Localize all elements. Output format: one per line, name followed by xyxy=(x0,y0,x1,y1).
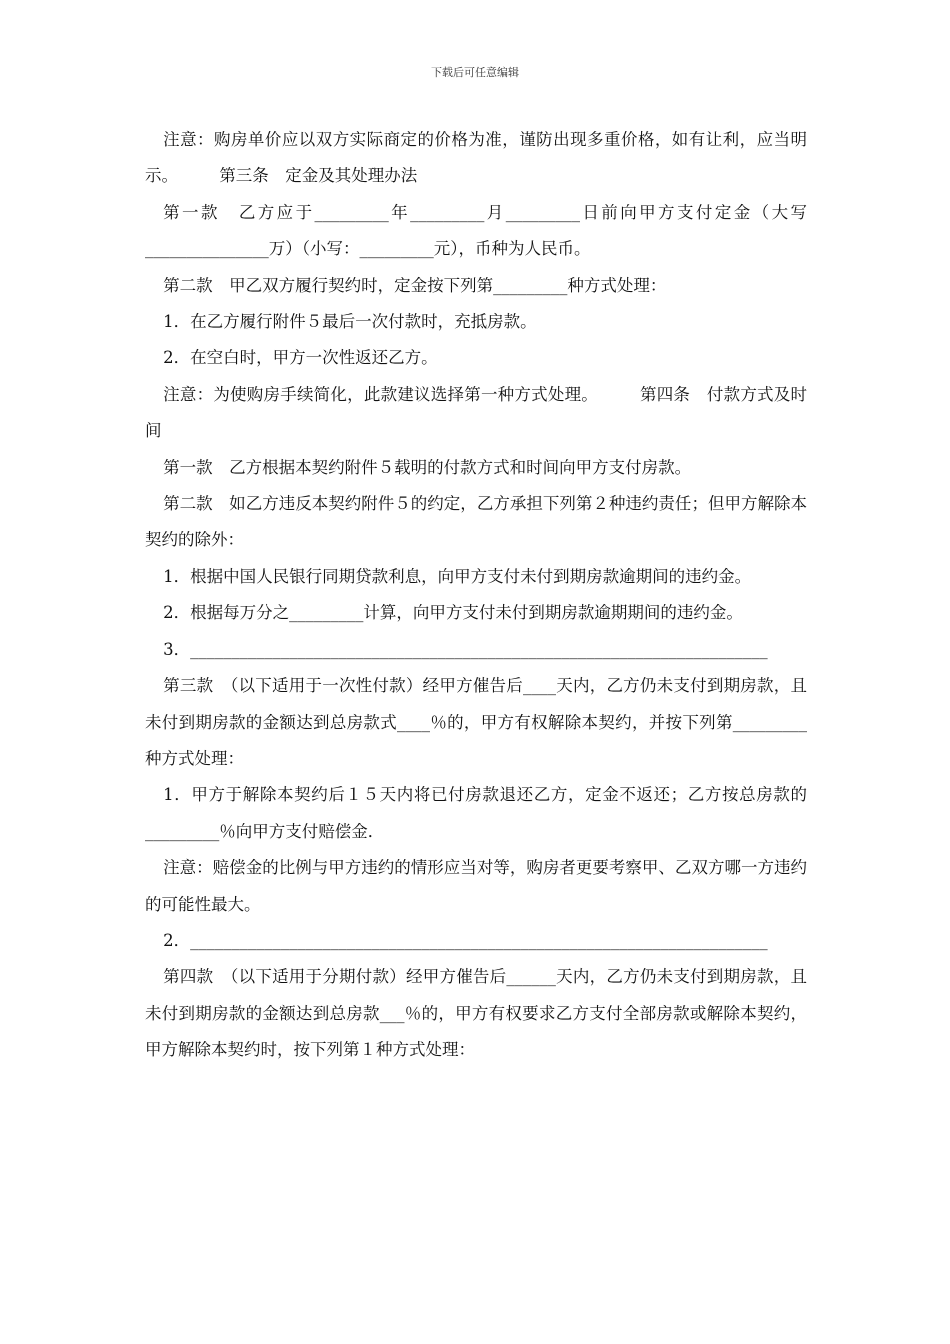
paragraph-note-compensation: 注意：赔偿金的比例与甲方违约的情形应当对等，购房者更要考察甲、乙双方哪一方违约的可能性最大。 xyxy=(145,858,807,914)
paragraph-payment-clause-4: 第四款 （以下适用于分期付款）经甲方催告后______天内，乙方仍未支付到期房款，且未付到期房款的金额达到总房款___％的，甲方有权要求乙方支付全部房款或解除本契约，甲方解除本契约时，按下列第１种方式处理： xyxy=(145,967,807,1060)
paragraph-deposit-clause-2: 第二款 甲乙双方履行契约时，定金按下列第_________种方式处理： xyxy=(163,275,667,295)
paragraph-breach-option-3: 3．______________________________________________________________________ xyxy=(163,639,768,659)
paragraph-payment-clause-1: 第一款 乙方根据本契约附件５载明的付款方式和时间向甲方支付房款。 xyxy=(163,457,692,477)
paragraph-deposit-option-2: 2．在空白时，甲方一次性返还乙方。 xyxy=(163,348,438,368)
paragraph-payment-clause-2: 第二款 如乙方违反本契约附件５的约定，乙方承担下列第２种违约责任；但甲方解除本契约的除外： xyxy=(145,494,807,550)
paragraph-termination-option-2: 2．______________________________________________________________________ xyxy=(163,930,768,950)
paragraph-payment-clause-3: 第三款 （以下适用于一次性付款）经甲方催告后____天内，乙方仍未支付到期房款，且未付到期房款的金额达到总房款式____％的，甲方有权解除本契约，并按下列第_________种方式处理： xyxy=(145,676,807,768)
paragraph-termination-option-1: 1．甲方于解除本契约后１５天内将已付房款退还乙方，定金不返还；乙方按总房款的_________％向甲方支付赔偿金． xyxy=(145,785,807,841)
paragraph-note-deposit: 注意：为使购房手续简化，此款建议选择第一种方式处理。 第四条 付款方式及时间 xyxy=(145,384,807,441)
paragraph-breach-option-1: 1．根据中国人民银行同期贷款利息，向甲方支付未付到期房款逾期间的违约金。 xyxy=(163,566,752,586)
paragraph-breach-option-2: 2．根据每万分之_________计算，向甲方支付未付到期房款逾期期间的违约金。 xyxy=(163,603,743,623)
paragraph-note-price: 注意：购房单价应以双方实际商定的价格为准，谨防出现多重价格，如有让利，应当明示。 第三条 定金及其处理办法 xyxy=(145,130,807,186)
document-body xyxy=(145,122,807,1069)
page-header: 下载后可任意编辑 xyxy=(431,66,519,79)
paragraph-deposit-option-1: 1．在乙方履行附件５最后一次付款时，充抵房款。 xyxy=(163,312,537,332)
paragraph-deposit-clause-1: 第一款 乙方应于_________年_________月_________日前向甲方支付定金（大写_______________万）（小写：_________元），币种为人民币。 xyxy=(145,202,807,259)
